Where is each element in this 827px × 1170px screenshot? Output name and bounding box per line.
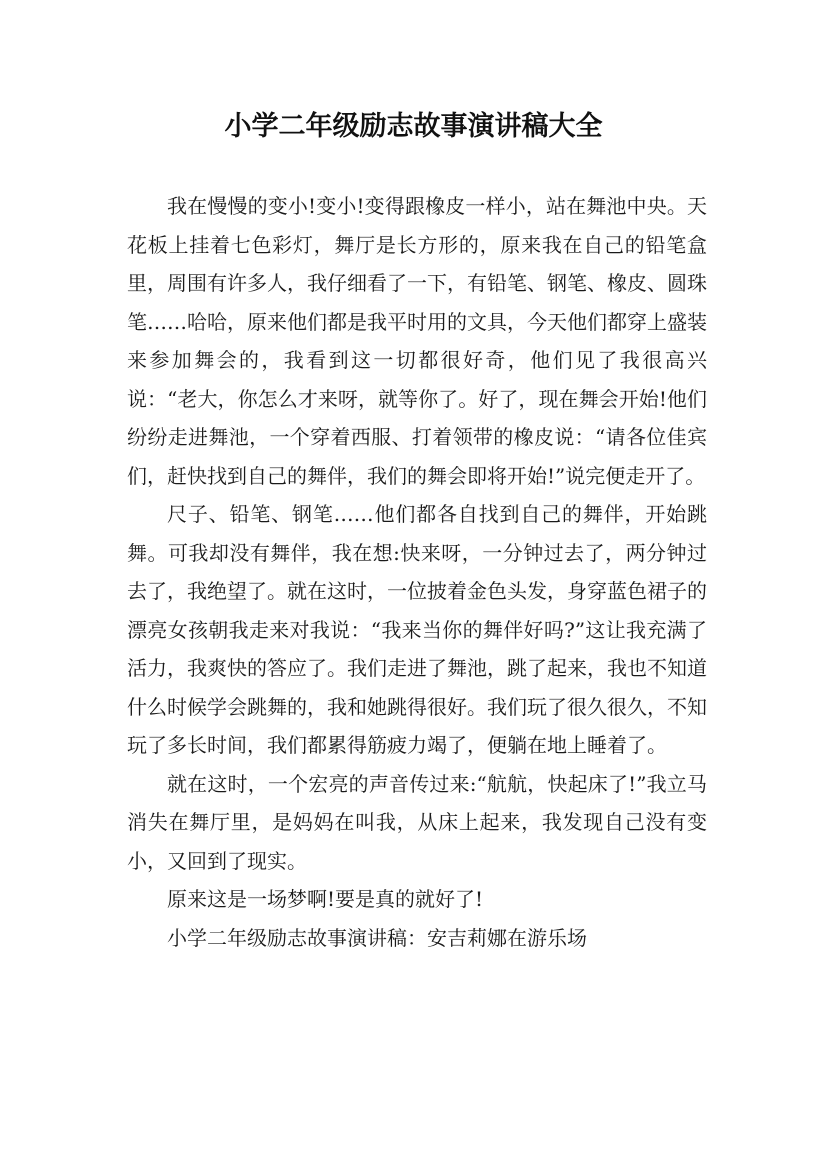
paragraph-2: 尺子、铅笔、钢笔……他们都各自找到自己的舞伴，开始跳舞。可我却没有舞伴，我在想:快来呀，一分钟过去了，两分钟过去了，我绝望了。就在这时，一位披着金色头发，身穿蓝色裙子的漂亮女孩朝我走来对我说：“我来当你的舞伴好吗?”这让我充满了活力，我爽快的答应了。我们走进了舞池，跳了起来，我也不知道什么时候学会跳舞的，我和她跳得很好。我们玩了很久很久，不知玩了多长时间，我们都累得筋疲力竭了，便躺在地上睡着了。 bbox=[127, 502, 707, 757]
paragraph-5: 小学二年级励志故事演讲稿：安吉莉娜在游乐场 bbox=[167, 925, 587, 950]
paragraph-4: 原来这是一场梦啊!要是真的就好了! bbox=[167, 887, 484, 911]
paragraph-3: 就在这时，一个宏亮的声音传过来:“航航，快起床了!”我立马消失在舞厅里，是妈妈在叫我，从床上起来，我发现自己没有变小，又回到了现实。 bbox=[127, 771, 707, 873]
document-body bbox=[127, 187, 707, 957]
document-title: 小学二年级励志故事演讲稿大全 bbox=[224, 111, 603, 142]
paragraph-1: 我在慢慢的变小!变小!变得跟橡皮一样小，站在舞池中央。天花板上挂着七色彩灯，舞厅是长方形的，原来我在自己的铅笔盒里，周围有许多人，我仔细看了一下，有铅笔、钢笔、橡皮、圆珠笔……哈哈，原来他们都是我平时用的文具，今天他们都穿上盛装来参加舞会的，我看到这一切都很好奇，他们见了我很高兴说：“老大，你怎么才来呀，就等你了。好了，现在舞会开始!他们纷纷走进舞池，一个穿着西服、打着领带的橡皮说：“请各位佳宾们，赶快找到自己的舞伴，我们的舞会即将开始!”说完便走开了。 bbox=[127, 194, 707, 488]
